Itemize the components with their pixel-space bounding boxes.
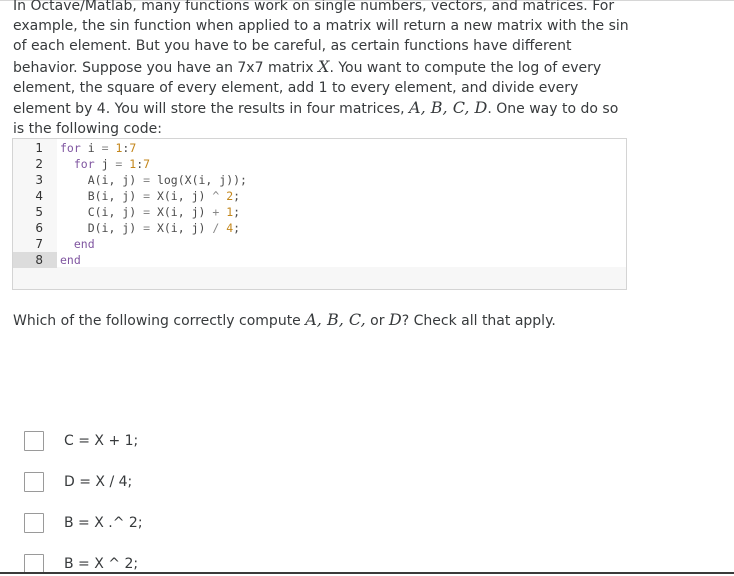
code-token — [60, 157, 74, 171]
question-suffix: ? Check all that apply. — [401, 313, 556, 329]
code-token: A(i, j) — [60, 173, 144, 187]
code-token: end — [60, 253, 81, 267]
code-token: 7 — [143, 157, 151, 171]
checkbox-option-4[interactable] — [24, 554, 44, 574]
code-token: X(i, j) — [150, 221, 213, 235]
line-number: 7 — [35, 237, 43, 251]
line-number: 4 — [35, 189, 43, 203]
checkbox-option-2[interactable] — [24, 472, 44, 492]
code-token: 7 — [129, 141, 137, 155]
line-number: 5 — [35, 205, 43, 219]
code-text — [60, 188, 240, 204]
intro-text-2: . You want to compute the log of every element, the square of every element, add 1 to every element, and divide every element by 4. You will store the results in four matrices, — [13, 59, 602, 118]
option-1[interactable] — [24, 431, 424, 453]
code-text — [60, 236, 95, 252]
code-text — [60, 220, 240, 236]
option-4-label: B = X ^ 2; — [64, 556, 139, 572]
code-token: = — [143, 173, 151, 187]
option-2[interactable] — [24, 472, 424, 494]
code-token: + — [212, 205, 220, 219]
code-token: X(i, j) — [150, 205, 213, 219]
code-token: = — [143, 221, 151, 235]
code-text — [60, 140, 136, 156]
option-3-label: B = X .^ 2; — [64, 515, 143, 531]
code-text — [60, 204, 240, 220]
code-token: j — [94, 157, 116, 171]
option-1-label: C = X + 1; — [64, 433, 139, 449]
line-number: 8 — [13, 252, 57, 268]
checkbox-option-1[interactable] — [24, 431, 44, 451]
code-token: ; — [233, 221, 241, 235]
question-text — [13, 310, 556, 331]
intro-text-3: . One way to do so is the following code: — [13, 101, 619, 138]
code-token: : — [136, 157, 144, 171]
math-d: D — [388, 310, 402, 329]
question-or: or — [365, 313, 389, 329]
math-x: X — [318, 56, 330, 76]
code-token: 2 — [226, 189, 234, 203]
code-text — [60, 156, 150, 172]
code-token: 1 — [115, 141, 123, 155]
code-line — [13, 140, 626, 156]
code-token: ; — [233, 205, 241, 219]
line-number: 6 — [35, 221, 43, 235]
code-line — [13, 204, 626, 220]
option-2-label: D = X / 4; — [64, 474, 133, 490]
code-token: for — [73, 157, 95, 171]
code-token: for — [60, 141, 81, 155]
code-token: i — [80, 141, 102, 155]
code-token: B(i, j) — [60, 189, 144, 203]
code-block — [12, 138, 627, 290]
code-line — [13, 220, 626, 236]
code-text — [60, 252, 81, 268]
line-number: 1 — [35, 141, 43, 155]
question-prefix: Which of the following correctly compute — [13, 313, 306, 329]
line-number: 3 — [35, 173, 43, 187]
code-token: / — [212, 221, 220, 235]
code-line — [13, 188, 626, 204]
math-abc: A, B, C, — [305, 310, 366, 329]
code-token: ; — [233, 189, 241, 203]
code-token: X(i, j) — [150, 189, 213, 203]
code-token: = — [143, 189, 151, 203]
code-line — [13, 172, 626, 188]
option-3[interactable] — [24, 513, 424, 535]
line-number: 2 — [35, 157, 43, 171]
code-token: 4 — [226, 221, 234, 235]
code-line — [13, 252, 626, 268]
code-text — [60, 172, 247, 188]
math-abcd: A, B, C, D — [409, 98, 488, 118]
code-token: = — [143, 205, 151, 219]
checkbox-option-3[interactable] — [24, 513, 44, 533]
code-token — [60, 237, 74, 251]
code-line — [13, 236, 626, 252]
code-token: end — [73, 237, 95, 251]
code-token: C(i, j) — [60, 205, 144, 219]
code-token: : — [122, 141, 130, 155]
code-token: 1 — [226, 205, 234, 219]
intro-text-1: In Octave/Matlab, many functions work on single numbers, vectors, and matrices. For example, the sin function when applied to a matrix will return a new matrix with the sin of each element. But you have to be careful, as certain functions have different behavior. Suppose you have an 7x7 matrix — [13, 0, 629, 76]
code-token: D(i, j) — [60, 221, 144, 235]
code-line — [13, 156, 626, 172]
code-token: 1 — [129, 157, 137, 171]
code-token: = — [101, 141, 109, 155]
question-intro-text — [13, 0, 633, 139]
code-token: log(X(i, j)); — [150, 173, 247, 187]
code-token: ^ — [212, 189, 220, 203]
code-area — [13, 139, 626, 267]
code-token: = — [115, 157, 123, 171]
